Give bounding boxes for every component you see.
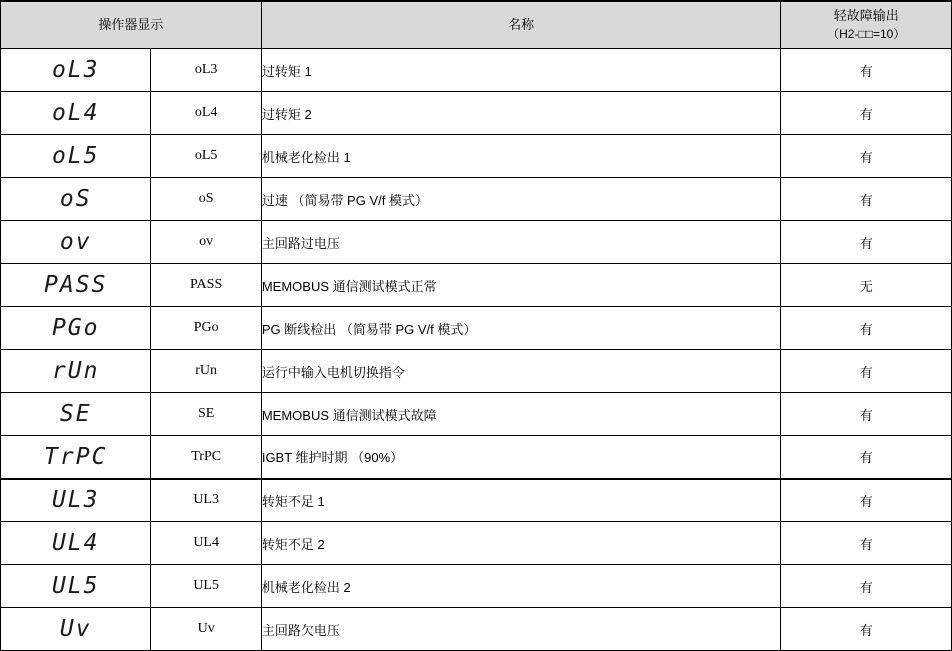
cell-name: 过转矩 1 — [261, 49, 781, 92]
table-row — [1, 350, 952, 393]
cell-operator-display: UL4 — [1, 522, 151, 565]
cell-code: oL4 — [151, 92, 261, 135]
cell-name: 机械老化检出 1 — [261, 135, 781, 178]
table-row — [1, 565, 952, 608]
cell-code: PASS — [151, 264, 261, 307]
cell-code: UL4 — [151, 522, 261, 565]
table-row — [1, 49, 952, 92]
cell-operator-display: TrPC — [1, 436, 151, 479]
cell-name: PG 断线检出 （简易带 PG V/f 模式） — [261, 307, 781, 350]
cell-operator-display: UL3 — [1, 479, 151, 522]
cell-code: ov — [151, 221, 261, 264]
cell-operator-display: SE — [1, 393, 151, 436]
cell-code: oS — [151, 178, 261, 221]
cell-minor-fault-output: 有 — [781, 393, 952, 436]
cell-minor-fault-output: 有 — [781, 307, 952, 350]
cell-code: SE — [151, 393, 261, 436]
cell-minor-fault-output: 有 — [781, 135, 952, 178]
cell-name: 机械老化检出 2 — [261, 565, 781, 608]
cell-name: 转矩不足 1 — [261, 479, 781, 522]
header-output — [781, 1, 952, 49]
table-row — [1, 307, 952, 350]
table-body — [1, 49, 952, 651]
cell-minor-fault-output: 有 — [781, 479, 952, 522]
cell-operator-display: rUn — [1, 350, 151, 393]
cell-code: TrPC — [151, 436, 261, 479]
header-output-main: 轻故障输出 — [833, 7, 899, 23]
cell-operator-display: ov — [1, 221, 151, 264]
table-row — [1, 135, 952, 178]
cell-minor-fault-output: 有 — [781, 221, 952, 264]
cell-operator-display: UL5 — [1, 565, 151, 608]
table-row — [1, 92, 952, 135]
cell-minor-fault-output: 有 — [781, 49, 952, 92]
cell-name: 运行中输入电机切换指令 — [261, 350, 781, 393]
cell-code: Uv — [151, 608, 261, 651]
cell-name: IGBT 维护时期 （90%） — [261, 436, 781, 479]
cell-code: rUn — [151, 350, 261, 393]
cell-code: oL5 — [151, 135, 261, 178]
cell-name: 过速 （简易带 PG V/f 模式） — [261, 178, 781, 221]
cell-operator-display: PGo — [1, 307, 151, 350]
cell-code: UL3 — [151, 479, 261, 522]
cell-minor-fault-output: 有 — [781, 350, 952, 393]
header-name: 名称 — [261, 1, 781, 49]
cell-name: MEMOBUS 通信测试模式正常 — [261, 264, 781, 307]
table-row — [1, 393, 952, 436]
cell-operator-display: Uv — [1, 608, 151, 651]
table-row — [1, 178, 952, 221]
table-row — [1, 264, 952, 307]
header-row — [1, 1, 952, 49]
cell-code: oL3 — [151, 49, 261, 92]
cell-minor-fault-output: 有 — [781, 565, 952, 608]
cell-operator-display: oL5 — [1, 135, 151, 178]
cell-name: 转矩不足 2 — [261, 522, 781, 565]
header-display: 操作器显示 — [1, 1, 262, 49]
cell-operator-display: PASS — [1, 264, 151, 307]
cell-minor-fault-output: 有 — [781, 436, 952, 479]
cell-code: PGo — [151, 307, 261, 350]
cell-name: 过转矩 2 — [261, 92, 781, 135]
table-row — [1, 479, 952, 522]
header-output-sub: （H2-□□=10） — [827, 26, 906, 41]
table-row — [1, 522, 952, 565]
table-row — [1, 221, 952, 264]
cell-operator-display: oS — [1, 178, 151, 221]
cell-name: 主回路欠电压 — [261, 608, 781, 651]
cell-minor-fault-output: 有 — [781, 522, 952, 565]
cell-name: 主回路过电压 — [261, 221, 781, 264]
cell-minor-fault-output: 有 — [781, 92, 952, 135]
cell-operator-display: oL4 — [1, 92, 151, 135]
table-row — [1, 608, 952, 651]
cell-minor-fault-output: 有 — [781, 178, 952, 221]
cell-minor-fault-output: 有 — [781, 608, 952, 651]
table-row — [1, 436, 952, 479]
cell-code: UL5 — [151, 565, 261, 608]
cell-operator-display: oL3 — [1, 49, 151, 92]
cell-minor-fault-output: 无 — [781, 264, 952, 307]
cell-name: MEMOBUS 通信测试模式故障 — [261, 393, 781, 436]
table-header — [1, 1, 952, 49]
